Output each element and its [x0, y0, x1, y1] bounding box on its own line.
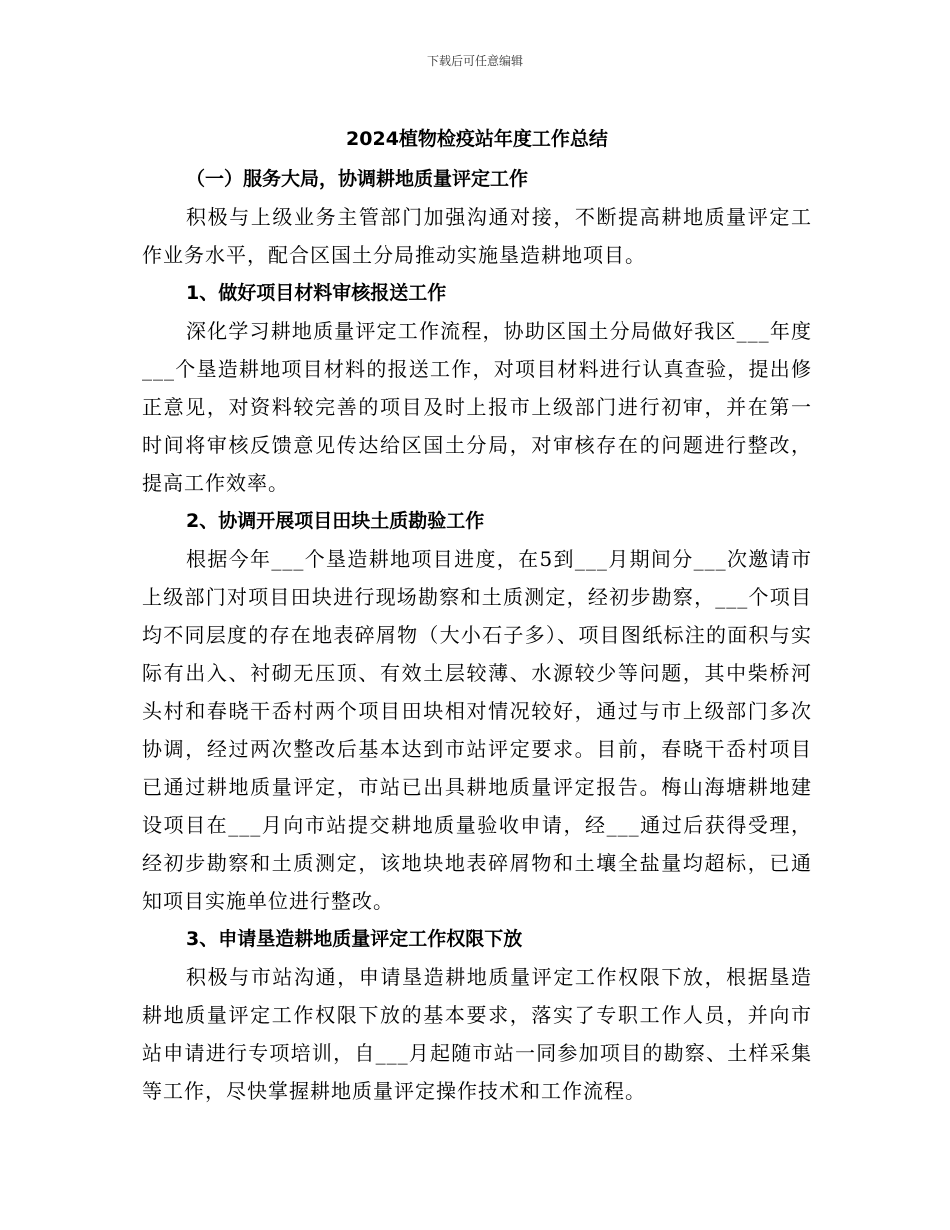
- paragraph-material-review: 深化学习耕地质量评定工作流程，协助区国土分局做好我区___年度___个垦造耕地项目材料的报送工作，对项目材料进行认真查验，提出修正意见，对资料较完善的项目及时上报市上级部门进行初审，并在第一时间将审核反馈意见传达给区国土分局，对审核存在的问题进行整改，提高工作效率。: [142, 319, 812, 495]
- subheading-material-review: 1、做好项目材料审核报送工作: [186, 282, 447, 304]
- document-body: [142, 120, 812, 1110]
- page-header: 下载后可任意编辑: [426, 54, 523, 68]
- paragraph-soil-inspection: 根据今年___个垦造耕地项目进度，在5到___月期间分___次邀请市上级部门对项目田块进行现场勘察和土质测定，经初步勘察，___个项目均不同层度的存在地表碎屑物（大小石子多）、项目图纸标注的面积与实际有出入、衬砌无压顶、有效土层较薄、水源较少等问题，其中柴桥河头村和春晓干岙村两个项目田块相对情况较好，通过与市上级部门多次协调，经过两次整改后基本达到市站评定要求。目前，春晓干岙村项目已通过耕地质量评定，市站已出具耕地质量评定报告。梅山海塘耕地建设项目在___月向市站提交耕地质量验收申请，经___通过后获得受理，经初步勘察和土质测定，该地块地表碎屑物和土壤全盐量均超标，已通知项目实施单位进行整改。: [142, 547, 812, 913]
- document-title: 2024植物检疫站年度工作总结: [346, 128, 608, 150]
- section-intro-paragraph: 积极与上级业务主管部门加强沟通对接，不断提高耕地质量评定工作业务水平，配合区国土分局推动实施垦造耕地项目。: [142, 205, 812, 267]
- paragraph-authority-delegation: 积极与市站沟通，申请垦造耕地质量评定工作权限下放，根据垦造耕地质量评定工作权限下放的基本要求，落实了专职工作人员，并向市站申请进行专项培训，自___月起随市站一同参加项目的勘察、土样采集等工作，尽快掌握耕地质量评定操作技术和工作流程。: [142, 965, 812, 1103]
- section-heading-service: （一）服务大局，协调耕地质量评定工作: [186, 168, 529, 190]
- subheading-soil-inspection: 2、协调开展项目田块土质勘验工作: [186, 510, 485, 532]
- subheading-authority-delegation: 3、申请垦造耕地质量评定工作权限下放: [186, 928, 523, 950]
